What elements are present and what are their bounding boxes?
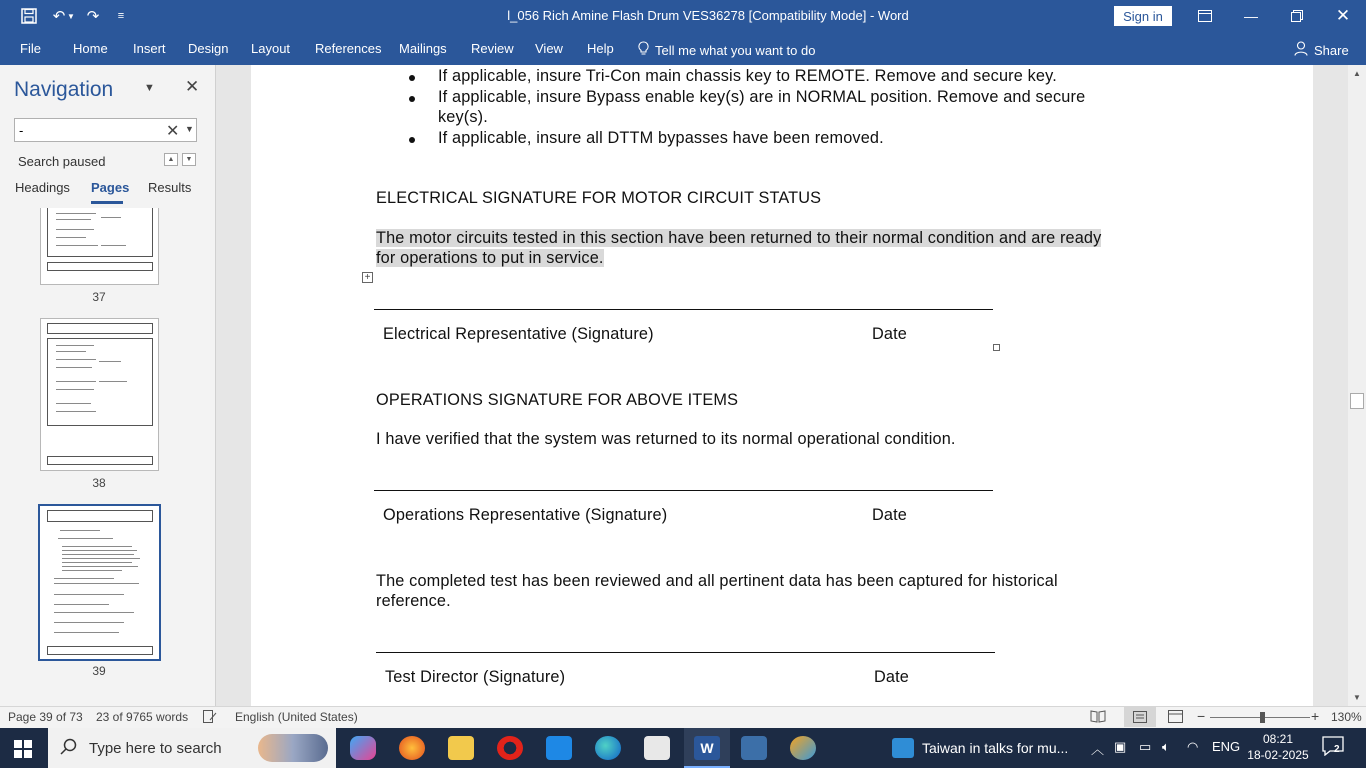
file-explorer-icon[interactable] [448, 736, 474, 760]
bullet-item: If applicable, insure Tri-Con main chassis key to REMOTE. Remove and secure key. [438, 67, 1057, 85]
opera-icon[interactable] [497, 736, 523, 760]
word-icon: W [694, 736, 720, 760]
taskbar-search-box[interactable] [48, 728, 336, 768]
navigation-pane [0, 65, 216, 706]
document-page[interactable] [251, 65, 1313, 706]
web-layout-icon[interactable] [1168, 710, 1183, 726]
page-thumbnail[interactable] [40, 318, 159, 471]
tab-help[interactable]: Help [587, 41, 614, 56]
share-label: Share [1314, 42, 1349, 58]
undo-dropdown-icon[interactable]: ▼ [67, 11, 75, 21]
table-move-handle-icon[interactable]: + [362, 272, 373, 283]
selected-text: The motor circuits tested in this section have been returned to their normal condition and are ready [376, 229, 1102, 247]
heading-electrical-signature: ELECTRICAL SIGNATURE FOR MOTOR CIRCUIT STATUS [376, 189, 822, 207]
copilot-icon[interactable] [350, 736, 376, 760]
tab-design[interactable]: Design [188, 41, 229, 56]
word-taskbar-button[interactable] [684, 728, 730, 768]
document-area[interactable] [216, 65, 1348, 706]
sign-in-button[interactable]: Sign in [1114, 6, 1172, 26]
notifications-icon[interactable] [1322, 736, 1346, 760]
clear-search-icon[interactable]: ✕ [166, 123, 180, 140]
zoom-level[interactable]: 130% [1331, 710, 1362, 724]
minimize-icon[interactable]: — [1244, 8, 1258, 24]
language[interactable]: English (United States) [235, 710, 358, 724]
restore-icon[interactable] [1274, 0, 1320, 32]
presentation-app-icon[interactable] [741, 736, 767, 760]
paragraph-completed-test-continued: reference. [376, 592, 451, 610]
date-label: Date [874, 668, 909, 686]
taskbar [0, 728, 1366, 768]
network-icon[interactable]: ◠ [1187, 739, 1199, 754]
paragraph-motor-circuits-continued [376, 249, 604, 268]
zoom-out-icon[interactable]: − [1197, 708, 1206, 724]
calculator-app-icon[interactable] [644, 736, 670, 760]
previous-result-icon[interactable]: ▲ [164, 153, 178, 166]
vertical-scrollbar[interactable] [1348, 65, 1366, 706]
tab-view[interactable]: View [535, 41, 563, 56]
zoom-in-icon[interactable]: + [1311, 708, 1320, 724]
clock-date: 18-02-2025 [1247, 748, 1309, 762]
tab-file[interactable]: File [20, 41, 41, 56]
thumbnail-label: 37 [92, 290, 106, 304]
edge-icon[interactable] [595, 736, 621, 760]
next-result-icon[interactable]: ▼ [182, 153, 196, 166]
tab-mailings[interactable]: Mailings [399, 41, 447, 56]
bullet-icon [409, 137, 415, 143]
bullet-icon [409, 96, 415, 102]
person-icon [1294, 41, 1308, 59]
bullet-item: If applicable, insure Bypass enable key(s) are in NORMAL position. Remove and secure [438, 88, 1086, 106]
nav-tab-results[interactable]: Results [148, 180, 192, 195]
input-language[interactable]: ENG [1212, 739, 1241, 754]
undo-icon[interactable]: ↶ [52, 8, 66, 25]
signature-line [374, 490, 993, 491]
app-icon[interactable] [790, 736, 816, 760]
bullet-item: If applicable, insure all DTTM bypasses have been removed. [438, 129, 884, 147]
page-count[interactable]: Page 39 of 73 [8, 710, 83, 724]
navigation-search-box[interactable] [14, 118, 197, 142]
tell-me-label: Tell me what you want to do [655, 42, 816, 58]
tab-layout[interactable]: Layout [251, 41, 291, 56]
navigation-options-icon[interactable]: ▼ [144, 82, 155, 94]
thumbnail-label: 38 [92, 476, 106, 490]
test-director-signature-label: Test Director (Signature) [385, 668, 566, 686]
scroll-down-icon[interactable]: ▼ [1353, 692, 1361, 702]
bullet-icon [409, 75, 415, 81]
tab-review[interactable]: Review [471, 41, 514, 56]
tab-home[interactable]: Home [73, 41, 108, 56]
ribbon-display-options-icon[interactable] [1182, 0, 1228, 32]
electrical-signature-label: Electrical Representative (Signature) [383, 325, 654, 343]
paragraph-completed-test: The completed test has been reviewed and all pertinent data has been captured for historical [376, 572, 1058, 590]
clock-time: 08:21 [1262, 732, 1294, 746]
window-title: l_056 Rich Amine Flash Drum VES36278 [Compatibility Mode] - Word [507, 8, 909, 23]
tab-insert[interactable]: Insert [133, 41, 166, 56]
page-thumbnails [0, 208, 215, 706]
status-bar [0, 706, 1366, 728]
search-options-icon[interactable]: ▼ [185, 124, 194, 134]
scroll-up-icon[interactable]: ▲ [1353, 68, 1361, 78]
print-layout-icon[interactable] [1124, 707, 1156, 727]
thumbnail-label: 39 [92, 664, 106, 678]
date-label: Date [872, 325, 907, 343]
share-button[interactable] [1294, 41, 1349, 59]
operations-signature-label: Operations Representative (Signature) [383, 506, 668, 524]
notification-count: 2 [1334, 744, 1340, 755]
taskbar-search-placeholder: Type here to search [89, 739, 222, 757]
nav-tab-pages[interactable]: Pages [91, 180, 130, 195]
navigation-search-input[interactable] [19, 121, 159, 139]
meet-now-icon[interactable]: ▣ [1114, 739, 1127, 754]
selected-text: for operations to put in service. [376, 249, 604, 267]
paragraph-operations: I have verified that the system was returned to its normal operational condition. [376, 430, 956, 448]
proofing-icon[interactable] [203, 710, 217, 726]
redo-icon[interactable]: ↷ [86, 8, 100, 25]
mail-icon[interactable] [546, 736, 572, 760]
search-status: Search paused [18, 154, 106, 169]
ribbon-tabs [0, 32, 1366, 65]
page-thumbnail-selected[interactable] [38, 504, 161, 661]
bullet-item-continued: key(s). [438, 108, 488, 126]
navigation-close-icon[interactable]: ✕ [185, 77, 200, 96]
customize-qat-icon[interactable]: ≡ [117, 10, 125, 22]
scrollbar-thumb[interactable] [1350, 393, 1364, 409]
zoom-slider-knob[interactable] [1260, 712, 1265, 723]
date-label: Date [872, 506, 907, 524]
battery-icon[interactable]: ▭ [1139, 739, 1152, 754]
search-highlight-image [258, 734, 328, 762]
search-icon [60, 738, 77, 759]
active-tab-indicator [91, 201, 123, 204]
show-hidden-icons-icon[interactable]: ︿ [1091, 742, 1105, 757]
firefox-icon[interactable] [399, 736, 425, 760]
tab-references[interactable]: References [315, 41, 382, 56]
heading-operations-signature: OPERATIONS SIGNATURE FOR ABOVE ITEMS [376, 391, 739, 409]
nav-tab-headings[interactable]: Headings [15, 180, 70, 195]
word-count[interactable]: 23 of 9765 words [96, 710, 189, 724]
title-bar [0, 0, 1366, 32]
volume-icon[interactable]: 🔈︎ [1162, 739, 1170, 754]
tell-me-box[interactable] [638, 41, 815, 59]
table-resize-handle[interactable] [993, 344, 1000, 351]
news-headline: Taiwan in talks for mu... [922, 740, 1069, 756]
lightbulb-icon [638, 41, 649, 59]
signature-line [374, 309, 993, 310]
navigation-title: Navigation [14, 78, 114, 101]
clock[interactable] [1246, 731, 1310, 763]
paragraph-motor-circuits [376, 229, 1101, 248]
news-widget[interactable] [892, 728, 1068, 768]
signature-line [376, 652, 995, 653]
news-icon [892, 738, 914, 758]
read-mode-icon[interactable] [1090, 710, 1106, 726]
page-thumbnail[interactable] [40, 208, 159, 285]
close-icon[interactable]: ✕ [1335, 6, 1351, 25]
windows-start-icon[interactable] [14, 740, 32, 763]
